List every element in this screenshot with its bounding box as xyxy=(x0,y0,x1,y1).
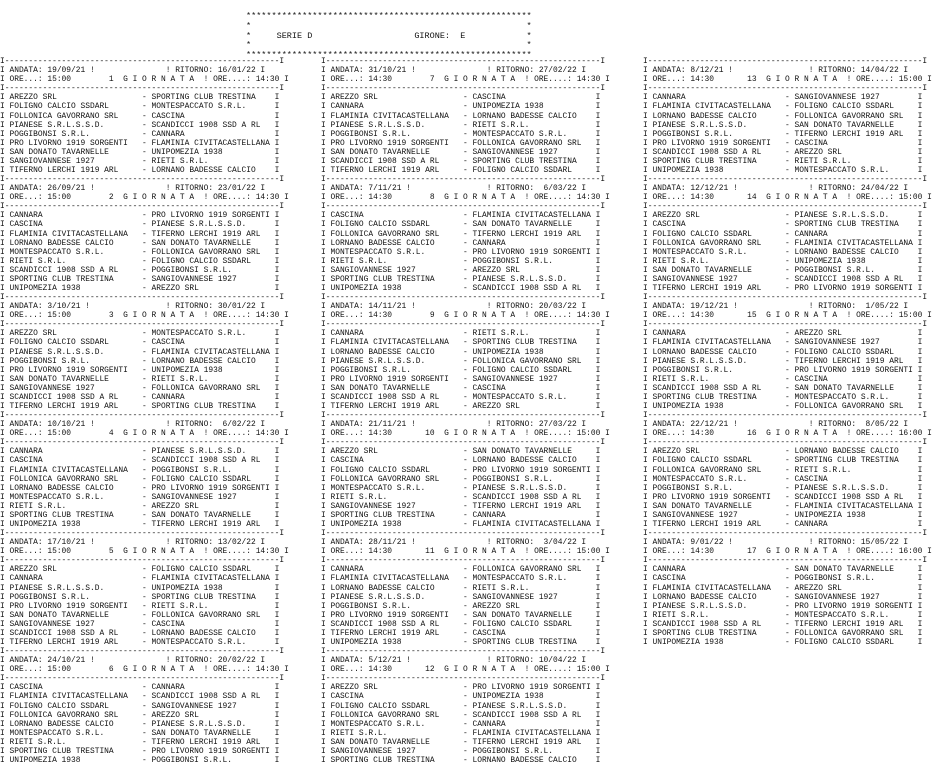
giornata-block-16 xyxy=(643,411,951,529)
giornata-text: I----------------------------------------------------------I I ANDATA: 7/11/21 ! ! RITORNO: 6/03/22 I I ORE...: 14:30 8 G I O R N A T A ! ORE....: 14:30 I I----------------------------------------------------------I I CASCINA - FLAMINIA CIVITACASTELLANA I I FOLIGNO CALCIO SSDARL - SAN DONATO TAVARNELLE I I FOLLONICA GAVORRANO SRL - TIFERNO LERCHI 1919 ARL I I LORNANO BADESSE CALCIO - CANNARA I I MONTESPACCATO S.R.L. - PRO LIVORNO 1919 SORGENTI I I RIETI S.R.L. - POGGIBONSI S.R.L. I I SANGIOVANNESE 1927 - AREZZO SRL I I SPORTING CLUB TRESTINA - PIANESE S.R.L.S.S.D. I I UNIPOMEZIA 1938 - SCANDICCI 1908 SSD A RL I xyxy=(321,175,610,293)
giornata-text: I----------------------------------------------------------I I ANDATA: 10/10/21 ! ! RITORNO: 6/02/22 I I ORE...: 15:00 4 G I O R N A T A ! ORE....: 14:30 I I----------------------------------------------------------I I CANNARA - PIANESE S.R.L.S.S.D. I I CASCINA - SCANDICCI 1908 SSD A RL I I FLAMINIA CIVITACASTELLANA - POGGIBONSI S.R.L. I I FOLLONICA GAVORRANO SRL - FOLIGNO CALCIO SSDARL I I LORNANO BADESSE CALCIO - PRO LIVORNO 1919 SORGENTI I I MONTESPACCATO S.R.L. - SANGIOVANNESE 1927 I I RIETI S.R.L. - AREZZO SRL I I SPORTING CLUB TRESTINA - SAN DONATO TAVARNELLE I I UNIPOMEZIA 1938 - TIFERNO LERCHI 1919 ARL I xyxy=(0,411,289,529)
giornata-block-10 xyxy=(321,411,637,529)
giornata-block-6 xyxy=(0,647,316,765)
giornata-text: I----------------------------------------------------------I I ANDATA: 19/12/21 ! ! RITORNO: 1/05/22 I I ORE...: 14:30 15 G I O R N A T A ! ORE....: 15:00 I I----------------------------------------------------------I I CANNARA - AREZZO SRL I I FLAMINIA CIVITACASTELLANA - SANGIOVANNESE 1927 I I LORNANO BADESSE CALCIO - FOLIGNO CALCIO SSDARL I I PIANESE S.R.L.S.S.D. - TIFERNO LERCHI 1919 ARL I I POGGIBONSI S.R.L. - PRO LIVORNO 1919 SORGENTI I I RIETI S.R.L. - CASCINA I I SCANDICCI 1908 SSD A RL - SAN DONATO TAVARNELLE I I SPORTING CLUB TRESTINA - MONTESPACCATO S.R.L. I I UNIPOMEZIA 1938 - FOLLONICA GAVORRANO SRL I xyxy=(643,293,932,411)
giornata-block-4 xyxy=(0,411,316,529)
giornata-block-13 xyxy=(643,57,951,175)
giornata-block-5 xyxy=(0,529,316,647)
giornata-text: I----------------------------------------------------------I I ANDATA: 24/10/21 ! ! RITORNO: 20/02/22 I I ORE...: 15:00 6 G I O R N A T A ! ORE....: 14:30 I I----------------------------------------------------------I I CASCINA - CANNARA I I FLAMINIA CIVITACASTELLANA - SCANDICCI 1908 SSD A RL I I FOLIGNO CALCIO SSDARL - SANGIOVANNESE 1927 I I FOLLONICA GAVORRANO SRL - AREZZO SRL I I LORNANO BADESSE CALCIO - PIANESE S.R.L.S.S.D. I I MONTESPACCATO S.R.L. - SAN DONATO TAVARNELLE I I RIETI S.R.L. - TIFERNO LERCHI 1919 ARL I I SPORTING CLUB TRESTINA - PRO LIVORNO 1919 SORGENTI I I UNIPOMEZIA 1938 - POGGIBONSI S.R.L. I xyxy=(0,647,289,765)
header-banner xyxy=(246,11,592,61)
giornata-block-17 xyxy=(643,529,951,647)
giornata-text: I----------------------------------------------------------I I ANDATA: 8/12/21 ! ! RITORNO: 14/04/22 I I ORE...: 14:30 13 G I O R N A T A ! ORE....: 15:00 I I----------------------------------------------------------I I CANNARA - SANGIOVANNESE 1927 I I FLAMINIA CIVITACASTELLANA - FOLIGNO CALCIO SSDARL I I LORNANO BADESSE CALCIO - FOLLONICA GAVORRANO SRL I I PIANESE S.R.L.S.S.D. - SAN DONATO TAVARNELLE I I POGGIBONSI S.R.L. - TIFERNO LERCHI 1919 ARL I I PRO LIVORNO 1919 SORGENTI - CASCINA I I SCANDICCI 1908 SSD A RL - AREZZO SRL I I SPORTING CLUB TRESTINA - RIETI S.R.L. I I UNIPOMEZIA 1938 - MONTESPACCATO S.R.L. I xyxy=(643,57,932,175)
giornata-text: I----------------------------------------------------------I I ANDATA: 9/01/22 ! ! RITORNO: 15/05/22 I I ORE...: 14:30 17 G I O R N A T A ! ORE....: 16:00 I I----------------------------------------------------------I I CANNARA - SAN DONATO TAVARNELLE I I CASCINA - POGGIBONSI S.R.L. I I FLAMINIA CIVITACASTELLANA - AREZZO SRL I I LORNANO BADESSE CALCIO - SANGIOVANNESE 1927 I I PIANESE S.R.L.S.S.D. - PRO LIVORNO 1919 SORGENTI I I RIETI S.R.L. - MONTESPACCATO S.R.L. I I SCANDICCI 1908 SSD A RL - TIFERNO LERCHI 1919 ARL I I SPORTING CLUB TRESTINA - FOLLONICA GAVORRANO SRL I I UNIPOMEZIA 1938 - FOLIGNO CALCIO SSDARL I xyxy=(643,529,932,647)
giornata-text: I----------------------------------------------------------I I ANDATA: 19/09/21 ! ! RITORNO: 16/01/22 I I ORE...: 15:00 1 G I O R N A T A ! ORE....: 14:30 I I----------------------------------------------------------I I AREZZO SRL - SPORTING CLUB TRESTINA I I FOLIGNO CALCIO SSDARL - MONTESPACCATO S.R.L. I I FOLLONICA GAVORRANO SRL - CASCINA I I PIANESE S.R.L.S.S.D. - SCANDICCI 1908 SSD A RL I I POGGIBONSI S.R.L. - CANNARA I I PRO LIVORNO 1919 SORGENTI - FLAMINIA CIVITACASTELLANA I I SAN DONATO TAVARNELLE - UNIPOMEZIA 1938 I I SANGIOVANNESE 1927 - RIETI S.R.L. I I TIFERNO LERCHI 1919 ARL - LORNANO BADESSE CALCIO I xyxy=(0,57,289,175)
giornata-text: I----------------------------------------------------------I I ANDATA: 17/10/21 ! ! RITORNO: 13/02/22 I I ORE...: 15:00 5 G I O R N A T A ! ORE....: 14:30 I I----------------------------------------------------------I I AREZZO SRL - FOLIGNO CALCIO SSDARL I I CANNARA - FLAMINIA CIVITACASTELLANA I I PIANESE S.R.L.S.S.D. - UNIPOMEZIA 1938 I I POGGIBONSI S.R.L. - SPORTING CLUB TRESTINA I I PRO LIVORNO 1919 SORGENTI - RIETI S.R.L. I I SAN DONATO TAVARNELLE - FOLLONICA GAVORRANO SRL I I SANGIOVANNESE 1927 - CASCINA I I SCANDICCI 1908 SSD A RL - LORNANO BADESSE CALCIO I I TIFERNO LERCHI 1919 ARL - MONTESPACCATO S.R.L. I xyxy=(0,529,289,647)
giornata-text: I----------------------------------------------------------I I ANDATA: 14/11/21 ! ! RITORNO: 20/03/22 I I ORE...: 14:30 9 G I O R N A T A ! ORE....: 14:30 I I----------------------------------------------------------I I CANNARA - RIETI S.R.L. I I FLAMINIA CIVITACASTELLANA - SPORTING CLUB TRESTINA I I LORNANO BADESSE CALCIO - UNIPOMEZIA 1938 I I PIANESE S.R.L.S.S.D. - FOLLONICA GAVORRANO SRL I I POGGIBONSI S.R.L. - FOLIGNO CALCIO SSDARL I I PRO LIVORNO 1919 SORGENTI - SANGIOVANNESE 1927 I I SAN DONATO TAVARNELLE - CASCINA I I SCANDICCI 1908 SSD A RL - MONTESPACCATO S.R.L. I I TIFERNO LERCHI 1919 ARL - AREZZO SRL I xyxy=(321,293,610,411)
banner-text: ******************************************************** * * * SERIE D GIRONE: E * * * ******************************************************** xyxy=(246,11,532,61)
giornata-block-15 xyxy=(643,293,951,411)
giornata-block-12 xyxy=(321,647,637,765)
giornata-block-11 xyxy=(321,529,637,647)
giornata-text: I----------------------------------------------------------I I ANDATA: 28/11/21 ! ! RITORNO: 3/04/22 I I ORE...: 14:30 11 G I O R N A T A ! ORE....: 15:00 I I----------------------------------------------------------I I CANNARA - FOLLONICA GAVORRANO SRL I I FLAMINIA CIVITACASTELLANA - MONTESPACCATO S.R.L. I I LORNANO BADESSE CALCIO - RIETI S.R.L. I I PIANESE S.R.L.S.S.D. - SANGIOVANNESE 1927 I I POGGIBONSI S.R.L. - AREZZO SRL I I PRO LIVORNO 1919 SORGENTI - SAN DONATO TAVARNELLE I I SCANDICCI 1908 SSD A RL - FOLIGNO CALCIO SSDARL I I TIFERNO LERCHI 1919 ARL - CASCINA I I UNIPOMEZIA 1938 - SPORTING CLUB TRESTINA I xyxy=(321,529,610,647)
giornata-text: I----------------------------------------------------------I I ANDATA: 22/12/21 ! ! RITORNO: 8/05/22 I I ORE...: 14:30 16 G I O R N A T A ! ORE....: 16:00 I I----------------------------------------------------------I I AREZZO SRL - LORNANO BADESSE CALCIO I I FOLIGNO CALCIO SSDARL - SPORTING CLUB TRESTINA I I FOLLONICA GAVORRANO SRL - RIETI S.R.L. I I MONTESPACCATO S.R.L. - CASCINA I I POGGIBONSI S.R.L. - PIANESE S.R.L.S.S.D. I I PRO LIVORNO 1919 SORGENTI - SCANDICCI 1908 SSD A RL I I SAN DONATO TAVARNELLE - FLAMINIA CIVITACASTELLANA I I SANGIOVANNESE 1927 - UNIPOMEZIA 1938 I I TIFERNO LERCHI 1919 ARL - CANNARA I xyxy=(643,411,932,529)
giornata-block-9 xyxy=(321,293,637,411)
giornata-block-1 xyxy=(0,57,316,175)
giornata-text: I----------------------------------------------------------I I ANDATA: 3/10/21 ! ! RITORNO: 30/01/22 I I ORE...: 15:00 3 G I O R N A T A ! ORE....: 14:30 I I----------------------------------------------------------I I AREZZO SRL - MONTESPACCATO S.R.L. I I FOLIGNO CALCIO SSDARL - CASCINA I I PIANESE S.R.L.S.S.D. - FLAMINIA CIVITACASTELLANA I I POGGIBONSI S.R.L. - LORNANO BADESSE CALCIO I I PRO LIVORNO 1919 SORGENTI - UNIPOMEZIA 1938 I I SAN DONATO TAVARNELLE - RIETI S.R.L. I I SANGIOVANNESE 1927 - FOLLONICA GAVORRANO SRL I I SCANDICCI 1908 SSD A RL - CANNARA I I TIFERNO LERCHI 1919 ARL - SPORTING CLUB TRESTINA I xyxy=(0,293,289,411)
giornata-text: I----------------------------------------------------------I I ANDATA: 31/10/21 ! ! RITORNO: 27/02/22 I I ORE...: 14:30 7 G I O R N A T A ! ORE....: 14:30 I I----------------------------------------------------------I I AREZZO SRL - CASCINA I I CANNARA - UNIPOMEZIA 1938 I I FLAMINIA CIVITACASTELLANA - LORNANO BADESSE CALCIO I I PIANESE S.R.L.S.S.D. - RIETI S.R.L. I I POGGIBONSI S.R.L. - MONTESPACCATO S.R.L. I I PRO LIVORNO 1919 SORGENTI - FOLLONICA GAVORRANO SRL I I SAN DONATO TAVARNELLE - SANGIOVANNESE 1927 I I SCANDICCI 1908 SSD A RL - SPORTING CLUB TRESTINA I I TIFERNO LERCHI 1919 ARL - FOLIGNO CALCIO SSDARL I xyxy=(321,57,610,175)
giornata-block-3 xyxy=(0,293,316,411)
giornata-text: I----------------------------------------------------------I I ANDATA: 21/11/21 ! ! RITORNO: 27/03/22 I I ORE...: 14:30 10 G I O R N A T A ! ORE....: 15:00 I I----------------------------------------------------------I I AREZZO SRL - SAN DONATO TAVARNELLE I I CASCINA - LORNANO BADESSE CALCIO I I FOLIGNO CALCIO SSDARL - PRO LIVORNO 1919 SORGENTI I I FOLLONICA GAVORRANO SRL - POGGIBONSI S.R.L. I I MONTESPACCATO S.R.L. - PIANESE S.R.L.S.S.D. I I RIETI S.R.L. - SCANDICCI 1908 SSD A RL I I SANGIOVANNESE 1927 - TIFERNO LERCHI 1919 ARL I I SPORTING CLUB TRESTINA - CANNARA I I UNIPOMEZIA 1938 - FLAMINIA CIVITACASTELLANA I xyxy=(321,411,610,529)
giornata-text: I----------------------------------------------------------I I ANDATA: 26/09/21 ! ! RITORNO: 23/01/22 I I ORE...: 15:00 2 G I O R N A T A ! ORE....: 14:30 I I----------------------------------------------------------I I CANNARA - PRO LIVORNO 1919 SORGENTI I I CASCINA - PIANESE S.R.L.S.S.D. I I FLAMINIA CIVITACASTELLANA - TIFERNO LERCHI 1919 ARL I I LORNANO BADESSE CALCIO - SAN DONATO TAVARNELLE I I MONTESPACCATO S.R.L. - FOLLONICA GAVORRANO SRL I I RIETI S.R.L. - FOLIGNO CALCIO SSDARL I I SCANDICCI 1908 SSD A RL - POGGIBONSI S.R.L. I I SPORTING CLUB TRESTINA - SANGIOVANNESE 1927 I I UNIPOMEZIA 1938 - AREZZO SRL I xyxy=(0,175,289,293)
giornata-text: I----------------------------------------------------------I I ANDATA: 12/12/21 ! ! RITORNO: 24/04/22 I I ORE...: 14:30 14 G I O R N A T A ! ORE....: 15:00 I I----------------------------------------------------------I I AREZZO SRL - PIANESE S.R.L.S.S.D. I I CASCINA - SPORTING CLUB TRESTINA I I FOLIGNO CALCIO SSDARL - CANNARA I I FOLLONICA GAVORRANO SRL - FLAMINIA CIVITACASTELLANA I I MONTESPACCATO S.R.L. - LORNANO BADESSE CALCIO I I RIETI S.R.L. - UNIPOMEZIA 1938 I I SAN DONATO TAVARNELLE - POGGIBONSI S.R.L. I I SANGIOVANNESE 1927 - SCANDICCI 1908 SSD A RL I I TIFERNO LERCHI 1919 ARL - PRO LIVORNO 1919 SORGENTI I xyxy=(643,175,932,293)
giornata-text: I----------------------------------------------------------I I ANDATA: 5/12/21 ! ! RITORNO: 10/04/22 I I ORE...: 14:30 12 G I O R N A T A ! ORE....: 15:00 I I----------------------------------------------------------I I AREZZO SRL - PRO LIVORNO 1919 SORGENTI I I CASCINA - UNIPOMEZIA 1938 I I FOLIGNO CALCIO SSDARL - PIANESE S.R.L.S.S.D. I I FOLLONICA GAVORRANO SRL - SCANDICCI 1908 SSD A RL I I MONTESPACCATO S.R.L. - CANNARA I I RIETI S.R.L. - FLAMINIA CIVITACASTELLANA I I SAN DONATO TAVARNELLE - TIFERNO LERCHI 1919 ARL I I SANGIOVANNESE 1927 - POGGIBONSI S.R.L. I I SPORTING CLUB TRESTINA - LORNANO BADESSE CALCIO I xyxy=(321,647,610,765)
giornata-block-14 xyxy=(643,175,951,293)
giornata-block-2 xyxy=(0,175,316,293)
giornata-block-8 xyxy=(321,175,637,293)
giornata-block-7 xyxy=(321,57,637,175)
